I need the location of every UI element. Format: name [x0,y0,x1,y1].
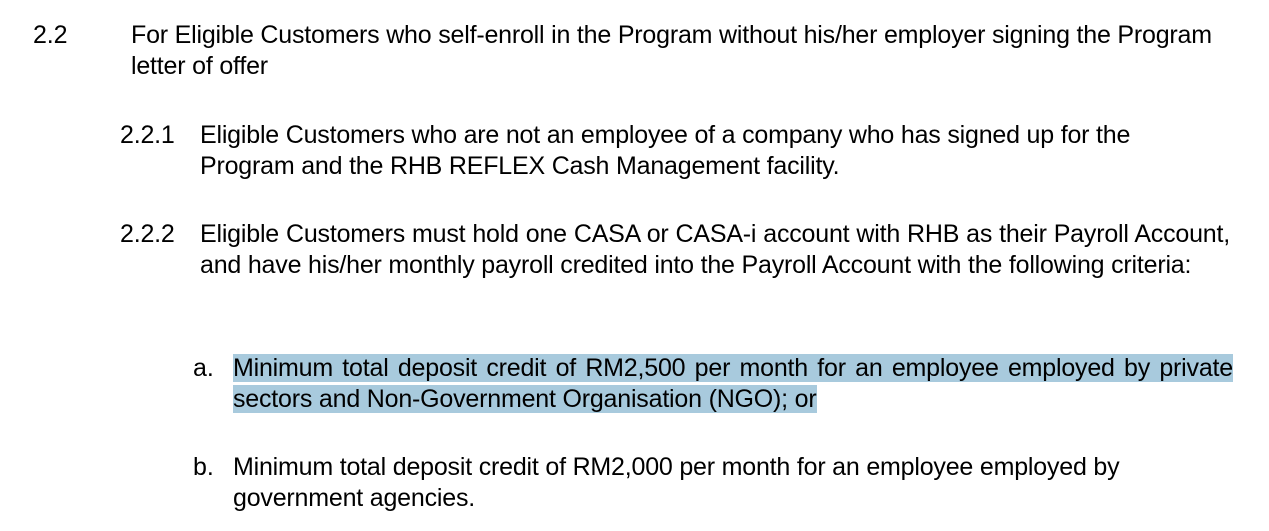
clause-text: For Eligible Customers who self-enroll in the Program without his/her employer signing the Program letter of offer [131,21,1212,80]
letter-item-text: Minimum total deposit credit of RM2,000 per month for an employee employed by government agencies. [233,453,1120,512]
clause-2-2 [33,20,1233,82]
subclause-number: 2.2.2 [120,220,175,248]
subclause-text: Eligible Customers who are not an employee of a company who has signed up for the Program and the RHB REFLEX Cash Management facility. [200,121,1131,180]
letter-marker: a. [193,354,214,382]
subclause-2-2-2 [120,219,1230,281]
letter-item-a [193,353,1233,415]
letter-item-text-highlighted [233,353,1233,415]
letter-item-b [193,452,1233,514]
subclause-2-2-1 [120,120,1230,182]
clause-number: 2.2 [33,21,68,49]
text-highlight: Minimum total deposit credit of RM2,500 per month for an employee employed by private sectors and Non-Government Organisation (NGO); or [233,354,1233,413]
subclause-text: Eligible Customers must hold one CASA or CASA-i account with RHB as their Payroll Account, and have his/her monthly payroll credited into the Payroll Account with the following criteria: [200,220,1230,279]
letter-marker: b. [193,453,214,481]
subclause-number: 2.2.1 [120,121,175,149]
